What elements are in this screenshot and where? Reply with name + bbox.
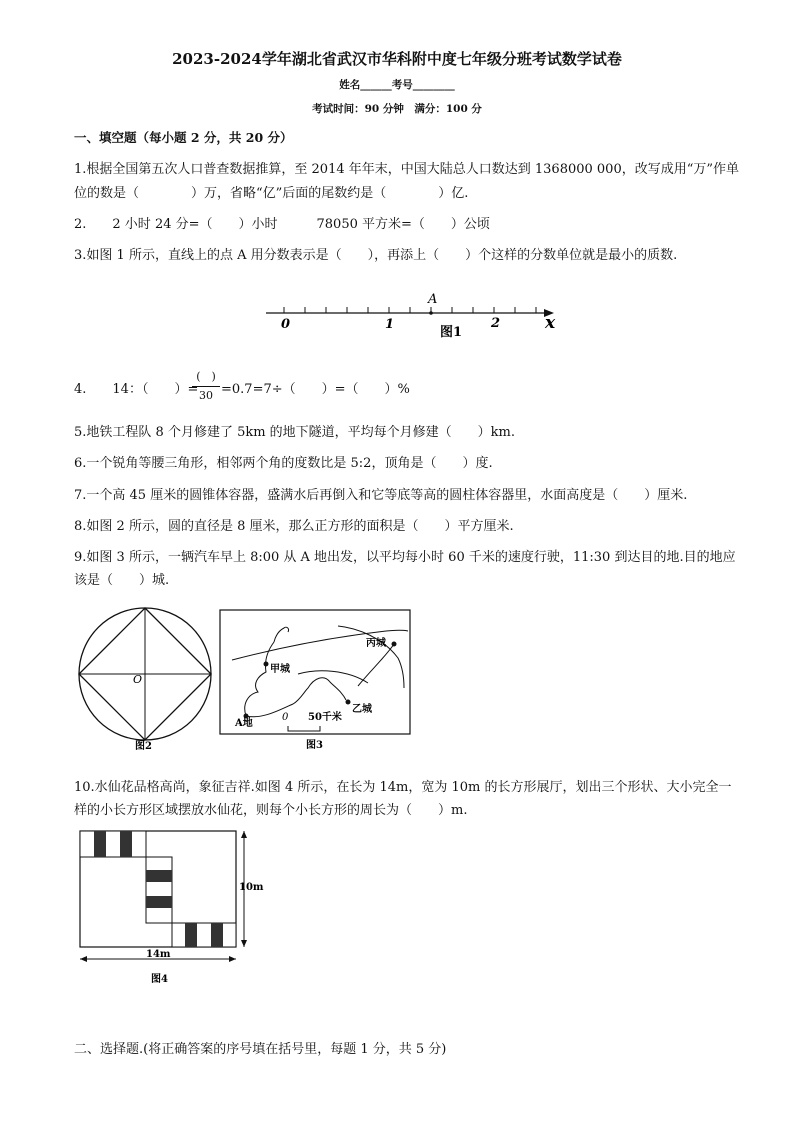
tick-label-2: 2 (491, 316, 501, 331)
exam-info: 考试时间：90 分钟 满分：100 分 (312, 103, 482, 115)
figure-3-map (218, 608, 414, 754)
figure-1-caption: 图1 (440, 325, 463, 340)
question-9-line-1: 9.如图 3 所示，一辆汽车早上 8:00 从 A 地出发，以平均每小时 60 千米的速度行驶，11:30 到达目的地.目的地应 (74, 550, 736, 565)
question-6: 6.一个锐角等腰三角形，相邻两个角的度数比是 5:2，顶角是（ ）度. (74, 456, 493, 471)
question-4-prefix: 4. 14：（ ）= (74, 382, 199, 397)
question-1-line-1: 1.根据全国第五次人口普查数据推算，至 2014 年年末，中国大陆总人口数达到 1368000 000，改写成用“万”作单 (74, 162, 740, 177)
figure-2-caption: 图2 (135, 741, 152, 752)
figure-4-caption: 图4 (151, 974, 168, 985)
map-route-curl (274, 627, 289, 642)
figure-3-caption: 图3 (306, 740, 323, 751)
figure-2-circle-square (76, 604, 216, 754)
flower-area-middle (146, 857, 172, 923)
label-bing-city: 丙城 (366, 638, 386, 649)
yi-city-marker (346, 700, 351, 705)
flower-stripe (146, 896, 172, 908)
section1-title: 一、填空题（每小题 2 分，共 20 分） (74, 130, 293, 145)
scale-label: 50千米 (308, 712, 342, 723)
flower-stripe (94, 831, 106, 857)
width-arrow-left (80, 956, 87, 962)
question-2: 2. 2 小时 24 分=（ ）小时 78050 平方米=（ ）公顷 (74, 217, 490, 232)
flower-stripe (146, 870, 172, 882)
point-a-label: A (428, 292, 438, 307)
label-yi-city: 乙城 (352, 704, 372, 715)
question-1-line-2: 位的数是（ ）万，省略“亿”后面的尾数约是（ ）亿. (74, 186, 469, 201)
map-river (338, 626, 404, 688)
flower-area-top (80, 831, 146, 857)
tick-label-1: 1 (385, 317, 395, 332)
section2-title: 二、选择题.(将正确答案的序号填在括号里，每题 1 分，共 5 分) (74, 1042, 447, 1057)
figure-1-number-line (260, 288, 570, 340)
name-id-line: 姓名______考号________ (339, 79, 455, 91)
question-4-denominator: 30 (199, 389, 213, 402)
flower-stripe (120, 831, 132, 857)
height-arrow-bottom (241, 940, 247, 947)
question-3: 3.如图 1 所示，直线上的点 A 用分数表示是（ ），再添上（ ）个这样的分数单位就是最小的质数. (74, 248, 678, 263)
point-a-marker (429, 311, 433, 315)
label-jia-city: 甲城 (270, 664, 290, 675)
question-5: 5.地铁工程队 8 个月修建了 5km 的地下隧道，平均每个月修建（ ）km. (74, 425, 516, 440)
scale-bar (288, 726, 320, 731)
map-route-to-bing (358, 644, 394, 686)
number-line-ticks (284, 307, 536, 313)
width-arrow-right (229, 956, 236, 962)
flower-area-bottom (172, 923, 236, 947)
page-title: 2023-2024学年湖北省武汉市华科附中度七年级分班考试数学试卷 (172, 50, 622, 68)
question-10-line-1: 10.水仙花品格高尚，象征吉祥.如图 4 所示，在长为 14m，宽为 10m 的长方形展厅，划出三个形状、大小完全一 (74, 780, 732, 795)
question-4-suffix: =0.7=7÷（ ）=（ ）% (221, 382, 410, 397)
question-10-line-2: 样的小长方形区域摆放水仙花，则每个小长方形的周长为（ ）m. (74, 803, 468, 818)
width-label: 14m (146, 949, 171, 960)
center-label-o: O (133, 673, 143, 686)
question-4-numerator: ( ) (196, 370, 216, 383)
scale-zero: 0 (282, 712, 289, 723)
map-route-to-yi (246, 678, 346, 717)
question-7: 7.一个高 45 厘米的圆锥体容器，盛满水后再倒入和它等底等高的圆柱体容器里，水面高度是（ ）厘米. (74, 488, 688, 503)
bing-city-marker (392, 642, 397, 647)
axis-label-x: x (545, 313, 556, 333)
figure-4-hall (76, 826, 276, 988)
tick-label-0: 0 (281, 317, 291, 332)
question-8: 8.如图 2 所示，圆的直径是 8 厘米，那么正方形的面积是（ ）平方厘米. (74, 519, 514, 534)
flower-stripe (185, 923, 197, 947)
jia-city-marker (264, 662, 269, 667)
flower-stripe (211, 923, 223, 947)
label-a-location: A地 (235, 718, 253, 729)
height-label: 10m (239, 882, 264, 893)
fraction-bar (192, 386, 220, 387)
question-9-line-2: 该是（ ）城. (74, 573, 170, 588)
map-road-middle (298, 671, 368, 683)
height-arrow-top (241, 831, 247, 838)
